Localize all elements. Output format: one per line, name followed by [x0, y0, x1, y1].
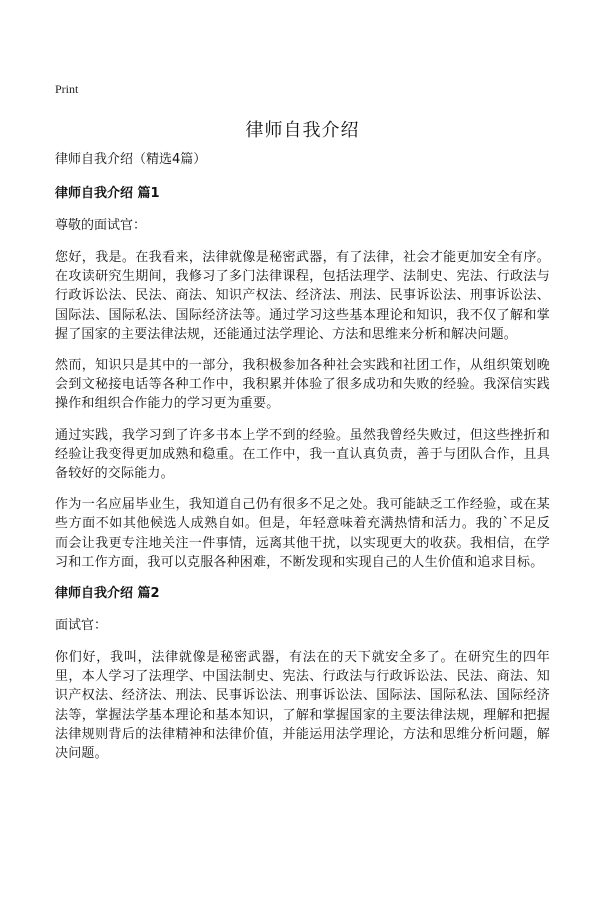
paragraph: 您好，我是。在我看来，法律就像是秘密武器，有了法律，社会才能更加安全有序。在攻读研究生期间，我修习了多门法律课程，包括法理学、法制史、宪法、行政法与行政诉讼法、民法、商法、知识产权法、经济法、刑法、民事诉讼法、刑事诉讼法、国际法、国际私法、国际经济法等。通过学习这些基本理论和知识，我不仅了解和掌握了国家的主要法律法规，还能通过法学理论、方法和思维来分析和解决问题。 [55, 250, 550, 342]
section-greeting-1: 尊敬的面试官： [55, 218, 147, 233]
document-subtitle: 律师自我介绍（精选4篇） [55, 152, 207, 167]
section-heading-2: 律师自我介绍 篇2 [55, 586, 160, 602]
paragraph: 你们好，我叫，法律就像是秘密武器，有法在的天下就安全多了。在研究生的四年里，本人学习了法理学、中国法制史、宪法、行政法与行政诉讼法、民法、商法、知识产权法、经济法、刑法、民事诉讼法、刑事诉讼法、国际法、国际私法、国际经济法等，掌握法学基本理论和基本知识，了解和掌握国家的主要法律法规，理解和把握法律规则背后的法律精神和法律价值，并能运用法学理论，方法和思维分析问题，解决问题。 [55, 650, 550, 762]
paragraph: 然而，知识只是其中的一部分，我积极参加各种社会实践和社团工作，从组织策划晚会到文秘接电话等各种工作中，我积累并体验了很多成功和失败的经验。我深信实践操作和组织合作能力的学习更为重要。 [55, 358, 550, 412]
document-body [55, 150, 550, 775]
section-heading-1: 律师自我介绍 篇1 [55, 186, 160, 201]
page-title: 律师自我介绍 [245, 120, 360, 141]
paragraph: 作为一名应届毕业生，我知道自己仍有很多不足之处。我可能缺乏工作经验，或在某些方面不如其他候选人成熟自如。但是，年轻意味着充满热情和活力。我的`不足反而会让我更专注地关注一件事情，远离其他干扰，以实现更大的收获。我相信，在学习和工作方面，我可以克服各种困难，不断发现和实现自己的人生价值和追求目标。 [55, 497, 550, 570]
paragraph: 通过实践，我学习到了许多书本上学不到的经验。虽然我曾经失败过，但这些挫折和经验让我变得更加成熟和稳重。在工作中，我一直认真负责，善于与团队合作，且具备较好的交际能力。 [55, 427, 550, 482]
print-label[interactable]: Print [55, 82, 79, 96]
section-greeting-2: 面试官： [55, 618, 108, 634]
